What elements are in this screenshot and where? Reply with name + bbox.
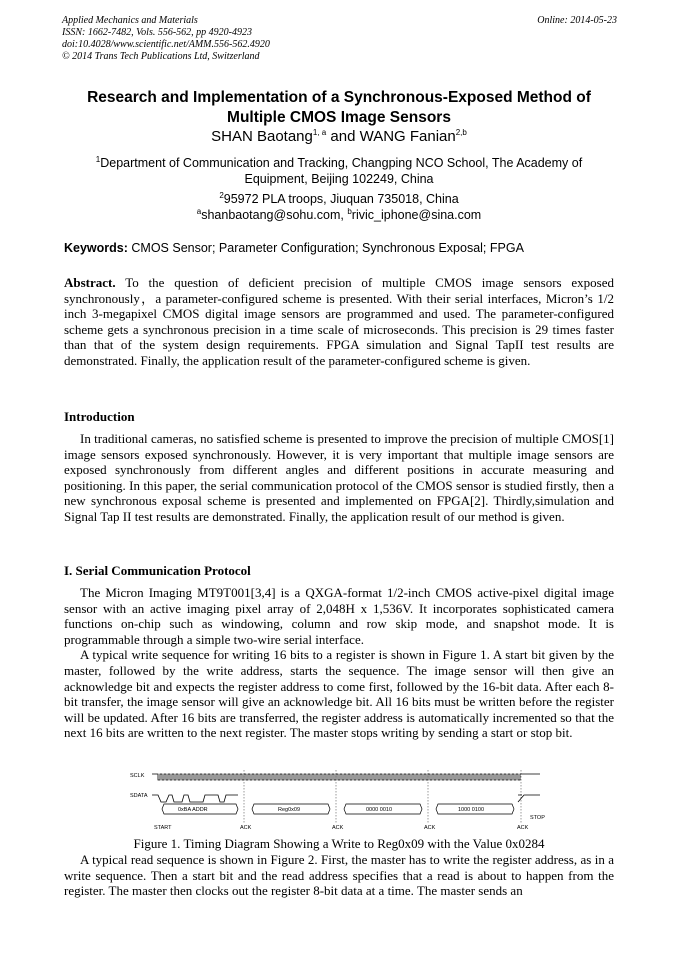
section-1-paragraph-2: A typical write sequence for writing 16 bits to a register is shown in Figure 1. A start bit given by the master, followed by the write address, starts the sequence. The image sensor will then give an acknowledge bit and expects the register address to come first, followed by the 16-bit data. After each 8-bit transfer, the image sensor will give an acknowledge bit. All 16 bits must be written before the register will be updated. After 16 bits are transferred, the register address is automatically incremented so that the next 16 bits are written to the next register. The master stops writing by sending a start or stop bit. — [64, 647, 614, 741]
stop-edge — [518, 795, 540, 802]
affiliation-1-line-2: Equipment, Beijing 102249, China — [244, 172, 434, 186]
introduction-paragraph: In traditional cameras, no satisfied scheme is presented to improve the precision of multiple CMOS[1] image sensors exposed synchronously. However, it is very important that multiple image sensors are exposed synchronously from different angles and different positions in accurate measuring and positioning. In this paper, the serial communication protocol of the CMOS sensor is studied firstly, then a new synchronous exposal scheme is presented and implemented on FPGA[2]. Thirdly,simulation and Signal Tap II test results are demonstrated. Finally, the application result of our method is given. — [64, 431, 614, 524]
email-b: rivic_iphone@sina.com — [351, 208, 482, 222]
abstract-label: Abstract. — [64, 275, 116, 290]
section-1-body-continued — [64, 852, 614, 899]
introduction-body — [64, 431, 614, 525]
figure-1-caption: Figure 1. Timing Diagram Showing a Write to Reg0x09 with the Value 0x0284 — [133, 836, 545, 851]
author-emails — [60, 207, 618, 223]
introduction-heading: Introduction — [64, 409, 135, 424]
email-a-mark: a — [196, 206, 202, 216]
abstract-text: To the question of deficient precision of multiple CMOS image sensors exposed synchronously，a parameter-configured scheme is presented. With their serial interfaces, Micron’s 1/2 inch 3-megapixel CMOS digital image sensors are programmed and used. The parameter-configured scheme gets a synchronous precision in a time scale of microseconds. This precision is 29 times faster than that of the system design requirements. FPGA simulation and Signal TapII test results are demonstrated. Finally, the application result of the parameter-configured scheme is given. — [64, 275, 618, 368]
abstract — [64, 275, 618, 369]
journal-name: Applied Mechanics and Materials — [62, 15, 198, 26]
author-and: and — [326, 128, 360, 145]
title-line-2: Multiple CMOS Image Sensors — [227, 109, 451, 126]
byte-label-4: 1000 0100 — [458, 807, 484, 813]
affiliation-1-line-1: Department of Communication and Tracking, Changping NCO School, The Academy of — [100, 156, 583, 170]
keywords-label: Keywords: — [64, 241, 128, 255]
section-1-paragraph-3: A typical read sequence is shown in Figure 2. First, the master has to write the register address, as in a write sequence. Then a start bit and the read address specifies that a read is about to happen from the register. The master then clocks out the register 8-bit data at a time. The master sends an — [64, 852, 614, 899]
journal-header — [62, 15, 617, 63]
sclk-label: SCLK — [130, 773, 145, 779]
timing-diagram — [128, 762, 548, 834]
journal-issn: ISSN: 1662-7482, Vols. 556-562, pp 4920-4923 — [62, 27, 252, 38]
affiliation-2 — [60, 191, 618, 223]
affiliation-1-mark: 1 — [95, 154, 101, 164]
affiliation-1 — [60, 155, 618, 187]
byte-label-2: Reg0x09 — [278, 807, 301, 813]
author-1-affil: 1, a — [312, 128, 327, 137]
ack-label-4: ACK — [517, 825, 529, 831]
author-1: SHAN Baotang — [211, 128, 313, 145]
author-2: WANG Fanian — [359, 128, 456, 145]
ack-label-1: ACK — [240, 825, 252, 831]
journal-copyright: © 2014 Trans Tech Publications Ltd, Switzerland — [62, 51, 260, 62]
author-2-affil: 2,b — [455, 128, 467, 137]
byte-label-1: 0xBA ADDR — [178, 807, 208, 813]
sclk-waveform — [152, 774, 540, 780]
keywords — [64, 240, 614, 256]
stop-label: STOP — [530, 815, 545, 821]
byte-label-3: 0000 0010 — [366, 807, 392, 813]
start-label: START — [154, 825, 172, 831]
online-date: Online: 2014-05-23 — [537, 15, 617, 26]
ack-label-3: ACK — [424, 825, 436, 831]
affiliation-2-text: 95972 PLA troops, Jiuquan 735018, China — [223, 192, 459, 206]
section-1-body — [64, 585, 614, 741]
ack-label-2: ACK — [332, 825, 344, 831]
ack-markers — [244, 770, 521, 824]
section-1-heading: I. Serial Communication Protocol — [64, 563, 251, 578]
author-list — [60, 128, 618, 146]
email-a: shanbaotang@sohu.com, — [201, 208, 348, 222]
keywords-text: CMOS Sensor; Parameter Configuration; Synchronous Exposal; FPGA — [127, 241, 524, 255]
sdata-waveform — [152, 795, 238, 802]
paper-title — [60, 88, 618, 128]
email-b-mark: b — [347, 206, 352, 216]
section-1-paragraph-1: The Micron Imaging MT9T001[3,4] is a QXGA-format 1/2-inch CMOS active-pixel digital image sensor with an active imaging pixel array of 2,048H x 1,536V. It incorporates sophisticated camera functions on-chip such as windowing, column and row skip mode, and snapshot mode. It is programmable through a simple two-wire serial interface. — [64, 585, 614, 647]
sdata-label: SDATA — [130, 793, 148, 799]
journal-doi: doi:10.4028/www.scientific.net/AMM.556-562.4920 — [62, 39, 270, 50]
title-line-1: Research and Implementation of a Synchronous-Exposed Method of — [87, 89, 591, 106]
affiliation-2-mark: 2 — [219, 190, 224, 200]
